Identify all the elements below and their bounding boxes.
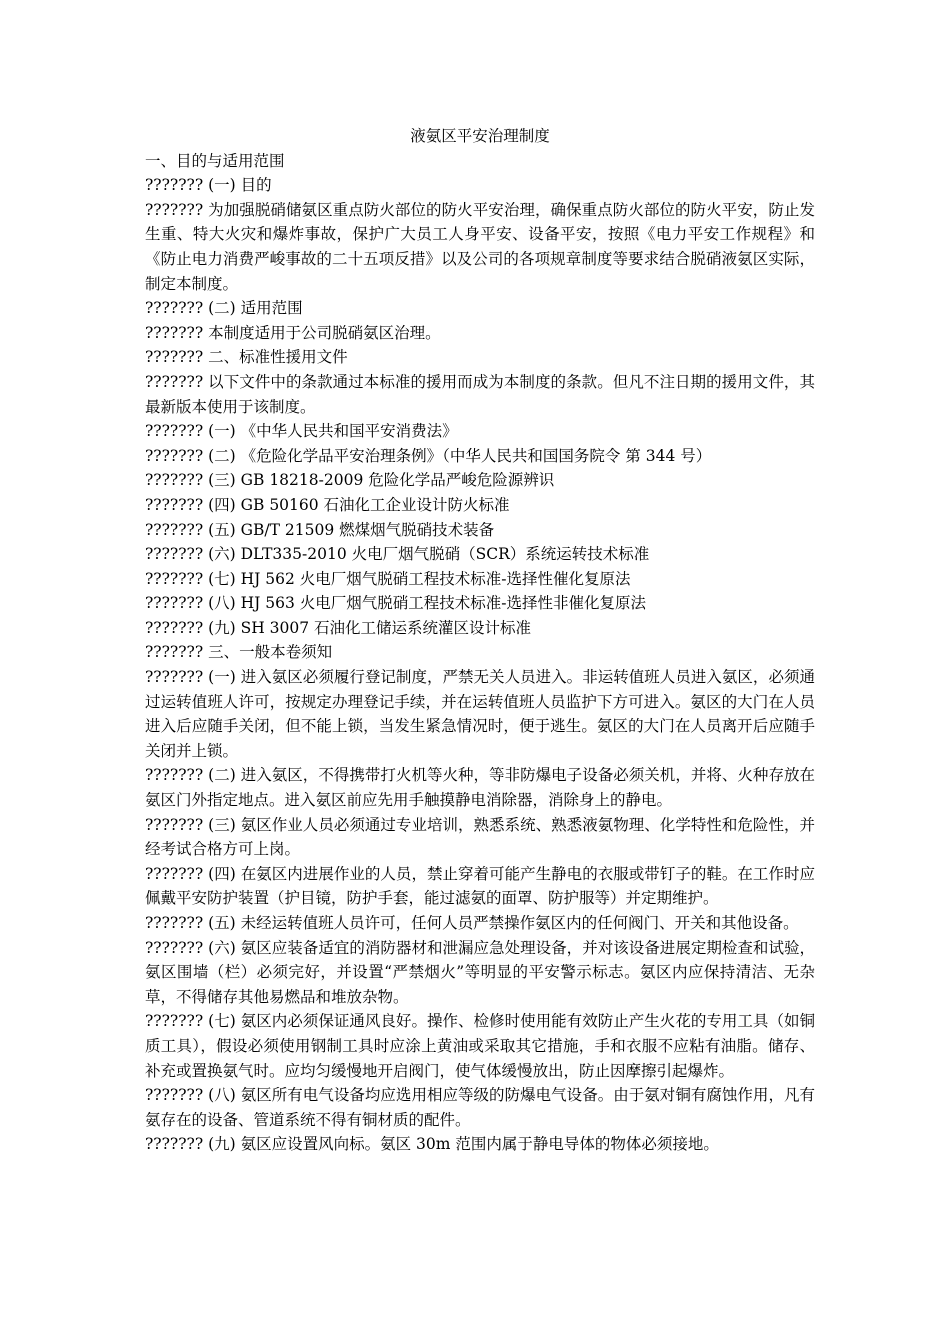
note-item: ??????? (七) 氨区内必须保证通风良好。操作、检修时使用能有效防止产生火花的专用工具（如铜质工具），假设必须使用钢制工具时应涂上黄油或采取其它措施，手和衣服不应粘有油脂。储存、补充或置换氨气时。应均匀缓慢地开启阀门，使气体缓慢放出，防止因摩擦引起爆炸。 (145, 1012, 815, 1080)
reference-item: ??????? (六) DLT335-2010 火电厂烟气脱硝（SCR）系统运转技术标准 (145, 545, 650, 564)
note-item: ??????? (六) 氨区应装备适宜的消防器材和泄漏应急处理设备，并对该设备进展定期检查和试验，氨区围墙（栏）必须完好，并设置“严禁烟火”等明显的平安警示标志。氨区内应保持清洁、无杂草，不得储存其他易燃品和堆放杂物。 (145, 938, 815, 1006)
reference-item: ??????? (九) SH 3007 石油化工储运系统灌区设计标准 (145, 618, 532, 637)
document-body (145, 149, 815, 1157)
note-item: ??????? (八) 氨区所有电气设备均应选用相应等级的防爆电气设备。由于氨对铜有腐蚀作用，凡有氨存在的设备、管道系统不得有铜材质的配件。 (145, 1086, 815, 1129)
section-heading-references: ??????? 二、标准性援用文件 (145, 348, 348, 367)
subheading-scope: ??????? (二) 适用范围 (145, 299, 303, 318)
reference-item: ??????? (一) 《中华人民共和国平安消费法》 (145, 422, 458, 441)
reference-item: ??????? (四) GB 50160 石油化工企业设计防火标准 (145, 495, 510, 514)
note-item: ??????? (五) 未经运转值班人员许可，任何人员严禁操作氨区内的任何阀门、开关和其他设备。 (145, 914, 799, 932)
reference-item: ??????? (二) 《危险化学品平安治理条例》（中华人民共和国国务院令 第 344 号） (145, 446, 712, 465)
reference-item: ??????? (七) HJ 562 火电厂烟气脱硝工程技术标准-选择性催化复原法 (145, 569, 631, 588)
paragraph-references: ??????? 以下文件中的条款通过本标准的援用而成为本制度的条款。但凡不注日期的援用文件，其最新版本使用于该制度。 (145, 372, 815, 416)
document-page (145, 124, 815, 1157)
paragraph-scope: ??????? 本制度适用于公司脱硝氨区治理。 (145, 323, 441, 342)
reference-item: ??????? (八) HJ 563 火电厂烟气脱硝工程技术标准-选择性非催化复原法 (145, 594, 647, 613)
paragraph-purpose: ??????? 为加强脱硝储氨区重点防火部位的防火平安治理，确保重点防火部位的防火平安，防止发生重、特大火灾和爆炸事故，保护广大员工人身平安、设备平安，按照《电力平安工作规程》和《防止电力消费严峻事故的二十五项反措》以及公司的各项规章制度等要求结合脱硝液氨区实际，制定本制度。 (145, 200, 815, 293)
reference-item: ??????? (五) GB/T 21509 燃煤烟气脱硝技术装备 (145, 520, 495, 539)
note-item: ??????? (三) 氨区作业人员必须通过专业培训，熟悉系统、熟悉液氨物理、化学特性和危险性，并经考试合格方可上岗。 (145, 815, 815, 859)
note-item: ??????? (一) 进入氨区必须履行登记制度，严禁无关人员进入。非运转值班人员进入氨区，必须通过运转值班人许可，按规定办理登记手续，并在运转值班人员监护下方可进入。氨区的大门在人员进入后应随手关闭，但不能上锁，当发生紧急情况时，便于逃生。氨区的大门在人员离开后应随手关闭并上锁。 (145, 668, 815, 760)
note-item: ??????? (四) 在氨区内进展作业的人员，禁止穿着可能产生静电的衣服或带钉子的鞋。在工作时应佩戴平安防护装置（护目镜，防护手套，能过滤氨的面罩、防护服等）并定期维护。 (145, 864, 815, 908)
section-heading-purpose: 一、目的与适用范围 (145, 151, 285, 170)
note-item: ??????? (二) 进入氨区，不得携带打火机等火种，等非防爆电子设备必须关机，并将、火种存放在氨区门外指定地点。进入氨区前应先用手触摸静电消除器，消除身上的静电。 (145, 766, 815, 810)
reference-item: ??????? (三) GB 18218-2009 危险化学品严峻危险源辨识 (145, 471, 555, 490)
document-title: 液氨区平安治理制度 (410, 127, 550, 145)
section-heading-notes: ??????? 三、一般本卷须知 (145, 643, 333, 662)
note-item: ??????? (九) 氨区应设置风向标。氨区 30m 范围内属于静电导体的物体必须接地。 (145, 1135, 719, 1154)
subheading-purpose: ??????? (一) 目的 (145, 176, 272, 195)
